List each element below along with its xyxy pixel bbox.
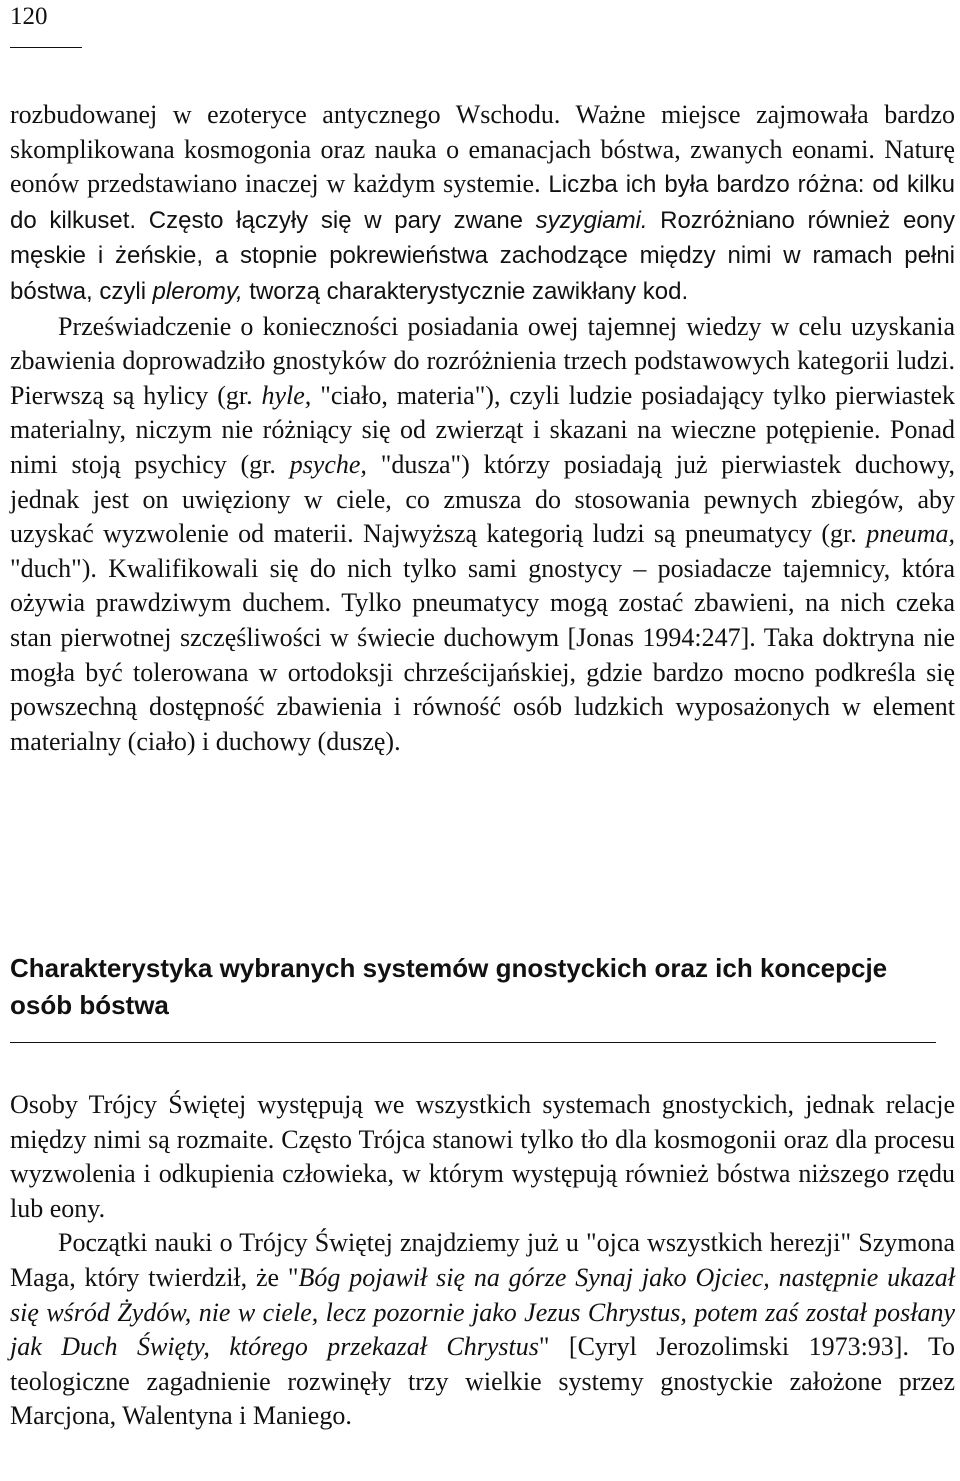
- paragraph-categories-part4: "duch"). Kwalifikowali się do nich tylko sami gnostycy – posiadacze tajemnicy, która ożywia prawdziwym duchem. Tylko pneumatycy mogą zostać zbawieni, na nich czeka stan pierwotnej szczęśliwości w świecie duchowym [Jonas 1994:247]. Taka doktryna nie mogła być tolerowana w ortodoksji chrześcijańskiej, gdzie bardzo mocno podkreśla się powszechną dostępność zbawienia i równość osób ludzkich wyposażonych w element materialny (ciało) i duchowy (duszę).: [10, 553, 955, 756]
- term-pleromy: pleromy,: [152, 277, 243, 305]
- paragraph-simon-magus: [10, 1226, 955, 1434]
- paragraph-trinity-roles: Osoby Trójcy Świętej występują we wszystkich systemach gnostyckich, jednak relacje między nimi są rozmaite. Często Trójca stanowi tylko tło dla kosmogonii oraz dla procesu wyzwolenia i odkupienia człowieka, w którym występują również bóstwa niższego rzędu lub eony.: [10, 1090, 955, 1223]
- term-psyche: psyche,: [289, 449, 367, 479]
- heading-rule: [10, 1042, 936, 1043]
- paragraph-categories-part2: "ciało, materia"), czyli ludzie posiadający tylko pierwiastek materialny, niczym nie różniący się od zwierząt i skazani na wieczne potępienie. Ponad nimi stoją psychicy (gr.: [10, 380, 956, 479]
- paragraph-categories-part3: "dusza") którzy posiadają już pierwiastek duchowy, jednak jest on uwięziony w ciele, co zmusza do stosowania pewnych zbiegów, aby uzyskać wyzwolenie od materii. Najwyższą kategorią ludzi są pneumatycy (gr.: [10, 449, 956, 549]
- paragraph-eons-part1: rozbudowanej w ezoteryce antycznego Wschodu. Ważne miejsce zajmowała bardzo skomplikowana kosmogonia oraz nauka o emanacjach bóstwa, zwanych eonami. Naturę eonów przedstawiano inaczej w każdym systemie.: [10, 100, 955, 199]
- page-number: 120: [10, 3, 48, 30]
- paragraph-categories: [10, 310, 955, 760]
- section-heading: Charakterystyka wybranych systemów gnostyckich oraz ich koncepcje osób bóstwa: [10, 953, 888, 1020]
- section-trinity-text: [10, 1088, 955, 1434]
- paragraph-eons-part4: tworzą charakterystycznie zawikłany kod.: [249, 277, 689, 305]
- paragraph-categories-part1-text: Przeświadczenie o konieczności posiadania owej tajemnej wiedzy w celu uzyskania zbawienia doprowadziło gnostyków do rozróżnienia trzech podstawowych kategorii ludzi. Pierwszą są hylicy (gr.: [10, 311, 955, 410]
- paragraph-eons: [10, 98, 955, 310]
- section-intro-text: [10, 98, 955, 759]
- paragraph-simon-part2: " [Cyryl Jerozolimski 1973:93]. To teologiczne zagadnienie rozwinęły trzy wielkie systemy gnostyckie założone przez Marcjona, Walentyna i Maniego.: [10, 1332, 956, 1431]
- term-hyle: hyle,: [261, 380, 312, 410]
- term-pneuma: pneuma,: [866, 519, 956, 549]
- page-number-rule: [10, 47, 82, 48]
- paragraph-eons-part3: Rozróżniano również eony męskie i żeńskie, a stopnie pokrewieństwa zachodzące między nimi w ramach pełni bóstwa, czyli: [10, 206, 955, 305]
- paragraph-eons-part2: Liczba ich była bardzo różna: od kilku do kilkuset. Często łączyły się w pary zwane: [10, 171, 956, 234]
- paragraph-simon-part1: Początki nauki o Trójcy Świętej znajdziemy już u "ojca wszystkich herezji" Szymona Maga, który twierdził, że ": [10, 1228, 955, 1292]
- simon-quote: Bóg pojawił się na górze Synaj jako Ojciec, następnie ukazał się wśród Żydów, nie w ciele, lecz pozornie jako Jezus Chrystus, potem zaś został posłany jak Duch Święty, którego przekazał Chrystus: [10, 1262, 956, 1362]
- term-syzygiami: syzygiami.: [535, 206, 648, 234]
